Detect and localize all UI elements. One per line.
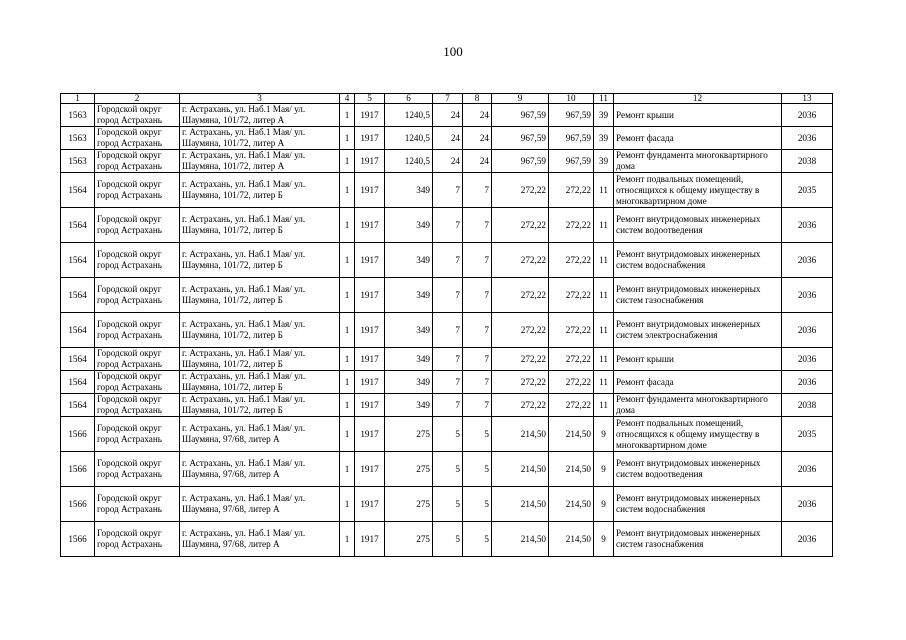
table-row — [61, 452, 833, 487]
municipality-cell: Городской округ город Астрахань — [95, 173, 180, 208]
page-number: 100 — [443, 44, 463, 59]
address-cell: г. Астрахань, ул. Наб.1 Мая/ ул. Шаумяна, 101/72, литер Б — [180, 394, 340, 417]
year-cell: 1917 — [355, 394, 385, 417]
column-9-cell: 214,50 — [492, 522, 549, 557]
column-number: 2 — [95, 94, 180, 104]
column-11-cell: 9 — [594, 487, 614, 522]
column-10-cell: 272,22 — [549, 173, 594, 208]
area-cell: 349 — [385, 394, 433, 417]
column-8-cell: 24 — [463, 104, 492, 127]
year-cell: 1917 — [355, 278, 385, 313]
table-row — [61, 208, 833, 243]
column-4-cell: 1 — [340, 127, 355, 150]
area-cell: 349 — [385, 243, 433, 278]
address-cell: г. Астрахань, ул. Наб.1 Мая/ ул. Шаумяна, 101/72, литер А — [180, 150, 340, 173]
municipality-cell: Городской округ город Астрахань — [95, 104, 180, 127]
year-cell: 1917 — [355, 417, 385, 452]
column-11-cell: 39 — [594, 150, 614, 173]
row-number-cell: 1564 — [61, 173, 95, 208]
column-7-cell: 7 — [433, 348, 463, 371]
municipality-cell: Городской округ город Астрахань — [95, 394, 180, 417]
column-7-cell: 7 — [433, 208, 463, 243]
column-10-cell: 272,22 — [549, 348, 594, 371]
column-number: 6 — [385, 94, 433, 104]
column-9-cell: 214,50 — [492, 452, 549, 487]
row-number-cell: 1564 — [61, 243, 95, 278]
column-10-cell: 967,59 — [549, 104, 594, 127]
work-type-cell: Ремонт внутридомовых инженерных систем водоснабжения — [614, 487, 782, 522]
column-4-cell: 1 — [340, 313, 355, 348]
work-type-cell: Ремонт крыши — [614, 348, 782, 371]
table-row — [61, 243, 833, 278]
year-cell: 1917 — [355, 348, 385, 371]
column-number: 11 — [594, 94, 614, 104]
work-type-cell: Ремонт крыши — [614, 104, 782, 127]
deadline-year-cell: 2036 — [782, 522, 833, 557]
column-11-cell: 11 — [594, 348, 614, 371]
column-4-cell: 1 — [340, 208, 355, 243]
table-row — [61, 348, 833, 371]
column-7-cell: 7 — [433, 371, 463, 394]
row-number-cell: 1563 — [61, 104, 95, 127]
column-9-cell: 272,22 — [492, 394, 549, 417]
column-4-cell: 1 — [340, 452, 355, 487]
deadline-year-cell: 2036 — [782, 208, 833, 243]
address-cell: г. Астрахань, ул. Наб.1 Мая/ ул. Шаумяна, 97/68, литер А — [180, 452, 340, 487]
work-type-cell: Ремонт внутридомовых инженерных систем электроснабжения — [614, 313, 782, 348]
column-4-cell: 1 — [340, 150, 355, 173]
column-7-cell: 7 — [433, 278, 463, 313]
municipality-cell: Городской округ город Астрахань — [95, 278, 180, 313]
column-4-cell: 1 — [340, 522, 355, 557]
column-4-cell: 1 — [340, 348, 355, 371]
table-row — [61, 522, 833, 557]
column-7-cell: 7 — [433, 313, 463, 348]
work-type-cell: Ремонт внутридомовых инженерных систем газоснабжения — [614, 278, 782, 313]
column-9-cell: 272,22 — [492, 313, 549, 348]
municipality-cell: Городской округ город Астрахань — [95, 348, 180, 371]
area-cell: 349 — [385, 313, 433, 348]
column-7-cell: 5 — [433, 452, 463, 487]
column-9-cell: 272,22 — [492, 243, 549, 278]
column-4-cell: 1 — [340, 243, 355, 278]
column-8-cell: 7 — [463, 173, 492, 208]
area-cell: 1240,5 — [385, 127, 433, 150]
address-cell: г. Астрахань, ул. Наб.1 Мая/ ул. Шаумяна, 101/72, литер Б — [180, 348, 340, 371]
work-type-cell: Ремонт подвальных помещений, относящихся к общему имуществу в многоквартирном доме — [614, 173, 782, 208]
column-number: 1 — [61, 94, 95, 104]
column-7-cell: 5 — [433, 522, 463, 557]
column-11-cell: 11 — [594, 208, 614, 243]
deadline-year-cell: 2036 — [782, 371, 833, 394]
address-cell: г. Астрахань, ул. Наб.1 Мая/ ул. Шаумяна, 97/68, литер А — [180, 487, 340, 522]
area-cell: 275 — [385, 452, 433, 487]
column-8-cell: 7 — [463, 394, 492, 417]
column-4-cell: 1 — [340, 394, 355, 417]
column-9-cell: 967,59 — [492, 150, 549, 173]
deadline-year-cell: 2038 — [782, 150, 833, 173]
area-cell: 275 — [385, 417, 433, 452]
row-number-cell: 1564 — [61, 313, 95, 348]
row-number-cell: 1564 — [61, 278, 95, 313]
column-number: 10 — [549, 94, 594, 104]
column-number: 5 — [355, 94, 385, 104]
column-10-cell: 272,22 — [549, 278, 594, 313]
area-cell: 349 — [385, 348, 433, 371]
column-7-cell: 5 — [433, 417, 463, 452]
column-8-cell: 24 — [463, 150, 492, 173]
column-11-cell: 11 — [594, 313, 614, 348]
area-cell: 349 — [385, 278, 433, 313]
column-number: 13 — [782, 94, 833, 104]
column-11-cell: 9 — [594, 452, 614, 487]
column-4-cell: 1 — [340, 487, 355, 522]
address-cell: г. Астрахань, ул. Наб.1 Мая/ ул. Шаумяна, 97/68, литер А — [180, 417, 340, 452]
column-10-cell: 272,22 — [549, 243, 594, 278]
column-10-cell: 214,50 — [549, 487, 594, 522]
column-11-cell: 11 — [594, 278, 614, 313]
row-number-cell: 1564 — [61, 348, 95, 371]
column-10-cell: 272,22 — [549, 313, 594, 348]
address-cell: г. Астрахань, ул. Наб.1 Мая/ ул. Шаумяна, 101/72, литер А — [180, 104, 340, 127]
column-8-cell: 5 — [463, 487, 492, 522]
column-11-cell: 11 — [594, 243, 614, 278]
table-row — [61, 127, 833, 150]
column-7-cell: 7 — [433, 173, 463, 208]
row-number-cell: 1566 — [61, 522, 95, 557]
column-number: 9 — [492, 94, 549, 104]
area-cell: 275 — [385, 487, 433, 522]
municipality-cell: Городской округ город Астрахань — [95, 243, 180, 278]
work-type-cell: Ремонт фундамента многоквартирного дома — [614, 394, 782, 417]
address-cell: г. Астрахань, ул. Наб.1 Мая/ ул. Шаумяна, 97/68, литер А — [180, 522, 340, 557]
work-type-cell: Ремонт фасада — [614, 371, 782, 394]
column-7-cell: 24 — [433, 104, 463, 127]
column-10-cell: 214,50 — [549, 522, 594, 557]
year-cell: 1917 — [355, 487, 385, 522]
column-8-cell: 5 — [463, 452, 492, 487]
deadline-year-cell: 2036 — [782, 104, 833, 127]
table-row — [61, 150, 833, 173]
column-4-cell: 1 — [340, 371, 355, 394]
year-cell: 1917 — [355, 243, 385, 278]
column-9-cell: 272,22 — [492, 348, 549, 371]
year-cell: 1917 — [355, 452, 385, 487]
column-11-cell: 11 — [594, 394, 614, 417]
column-4-cell: 1 — [340, 417, 355, 452]
column-10-cell: 214,50 — [549, 452, 594, 487]
row-number-cell: 1566 — [61, 452, 95, 487]
work-type-cell: Ремонт внутридомовых инженерных систем водоотведения — [614, 452, 782, 487]
table-row — [61, 313, 833, 348]
column-number-row — [61, 94, 833, 104]
deadline-year-cell: 2036 — [782, 313, 833, 348]
column-11-cell: 9 — [594, 417, 614, 452]
year-cell: 1917 — [355, 150, 385, 173]
column-8-cell: 7 — [463, 208, 492, 243]
address-cell: г. Астрахань, ул. Наб.1 Мая/ ул. Шаумяна, 101/72, литер Б — [180, 313, 340, 348]
address-cell: г. Астрахань, ул. Наб.1 Мая/ ул. Шаумяна, 101/72, литер Б — [180, 208, 340, 243]
deadline-year-cell: 2036 — [782, 243, 833, 278]
municipality-cell: Городской округ город Астрахань — [95, 522, 180, 557]
municipality-cell: Городской округ город Астрахань — [95, 208, 180, 243]
column-9-cell: 214,50 — [492, 487, 549, 522]
work-type-cell: Ремонт внутридомовых инженерных систем водоотведения — [614, 208, 782, 243]
column-11-cell: 9 — [594, 522, 614, 557]
address-cell: г. Астрахань, ул. Наб.1 Мая/ ул. Шаумяна, 101/72, литер Б — [180, 243, 340, 278]
year-cell: 1917 — [355, 313, 385, 348]
column-10-cell: 967,59 — [549, 127, 594, 150]
column-11-cell: 39 — [594, 127, 614, 150]
area-cell: 349 — [385, 208, 433, 243]
deadline-year-cell: 2036 — [782, 348, 833, 371]
year-cell: 1917 — [355, 371, 385, 394]
year-cell: 1917 — [355, 208, 385, 243]
address-cell: г. Астрахань, ул. Наб.1 Мая/ ул. Шаумяна, 101/72, литер А — [180, 127, 340, 150]
table-row — [61, 173, 833, 208]
column-8-cell: 7 — [463, 278, 492, 313]
table-row — [61, 394, 833, 417]
column-10-cell: 967,59 — [549, 150, 594, 173]
column-4-cell: 1 — [340, 104, 355, 127]
area-cell: 349 — [385, 173, 433, 208]
deadline-year-cell: 2036 — [782, 127, 833, 150]
area-cell: 1240,5 — [385, 150, 433, 173]
column-8-cell: 5 — [463, 417, 492, 452]
column-7-cell: 7 — [433, 394, 463, 417]
row-number-cell: 1564 — [61, 208, 95, 243]
table-row — [61, 104, 833, 127]
row-number-cell: 1564 — [61, 394, 95, 417]
row-number-cell: 1564 — [61, 371, 95, 394]
column-number: 3 — [180, 94, 340, 104]
municipality-cell: Городской округ город Астрахань — [95, 127, 180, 150]
column-number: 4 — [340, 94, 355, 104]
column-9-cell: 967,59 — [492, 127, 549, 150]
area-cell: 1240,5 — [385, 104, 433, 127]
column-4-cell: 1 — [340, 278, 355, 313]
table-row — [61, 417, 833, 452]
address-cell: г. Астрахань, ул. Наб.1 Мая/ ул. Шаумяна, 101/72, литер Б — [180, 278, 340, 313]
column-8-cell: 7 — [463, 243, 492, 278]
table-row — [61, 278, 833, 313]
row-number-cell: 1563 — [61, 150, 95, 173]
municipality-cell: Городской округ город Астрахань — [95, 313, 180, 348]
municipality-cell: Городской округ город Астрахань — [95, 452, 180, 487]
deadline-year-cell: 2038 — [782, 394, 833, 417]
year-cell: 1917 — [355, 173, 385, 208]
year-cell: 1917 — [355, 522, 385, 557]
row-number-cell: 1563 — [61, 127, 95, 150]
municipality-cell: Городской округ город Астрахань — [95, 371, 180, 394]
address-cell: г. Астрахань, ул. Наб.1 Мая/ ул. Шаумяна, 101/72, литер Б — [180, 371, 340, 394]
row-number-cell: 1566 — [61, 417, 95, 452]
deadline-year-cell: 2036 — [782, 487, 833, 522]
column-number: 7 — [433, 94, 463, 104]
row-number-cell: 1566 — [61, 487, 95, 522]
year-cell: 1917 — [355, 127, 385, 150]
column-4-cell: 1 — [340, 173, 355, 208]
table-row — [61, 487, 833, 522]
column-8-cell: 24 — [463, 127, 492, 150]
column-number: 8 — [463, 94, 492, 104]
work-type-cell: Ремонт подвальных помещений, относящихся к общему имуществу в многоквартирном доме — [614, 417, 782, 452]
column-10-cell: 214,50 — [549, 417, 594, 452]
column-10-cell: 272,22 — [549, 394, 594, 417]
column-7-cell: 5 — [433, 487, 463, 522]
deadline-year-cell: 2035 — [782, 417, 833, 452]
column-11-cell: 11 — [594, 173, 614, 208]
column-10-cell: 272,22 — [549, 371, 594, 394]
column-9-cell: 967,59 — [492, 104, 549, 127]
column-11-cell: 11 — [594, 371, 614, 394]
municipality-cell: Городской округ город Астрахань — [95, 487, 180, 522]
deadline-year-cell: 2035 — [782, 173, 833, 208]
column-9-cell: 272,22 — [492, 371, 549, 394]
table-row — [61, 371, 833, 394]
work-type-cell: Ремонт фасада — [614, 127, 782, 150]
column-10-cell: 272,22 — [549, 208, 594, 243]
column-9-cell: 272,22 — [492, 173, 549, 208]
column-9-cell: 272,22 — [492, 208, 549, 243]
deadline-year-cell: 2036 — [782, 278, 833, 313]
address-cell: г. Астрахань, ул. Наб.1 Мая/ ул. Шаумяна, 101/72, литер Б — [180, 173, 340, 208]
deadline-year-cell: 2036 — [782, 452, 833, 487]
column-8-cell: 5 — [463, 522, 492, 557]
column-number: 12 — [614, 94, 782, 104]
work-type-cell: Ремонт внутридомовых инженерных систем водоснабжения — [614, 243, 782, 278]
column-7-cell: 24 — [433, 127, 463, 150]
work-type-cell: Ремонт внутридомовых инженерных систем газоснабжения — [614, 522, 782, 557]
column-7-cell: 24 — [433, 150, 463, 173]
work-type-cell: Ремонт фундамента многоквартирного дома — [614, 150, 782, 173]
year-cell: 1917 — [355, 104, 385, 127]
area-cell: 349 — [385, 371, 433, 394]
repair-schedule-table — [60, 93, 833, 557]
column-9-cell: 214,50 — [492, 417, 549, 452]
column-8-cell: 7 — [463, 371, 492, 394]
municipality-cell: Городской округ город Астрахань — [95, 150, 180, 173]
column-11-cell: 39 — [594, 104, 614, 127]
area-cell: 275 — [385, 522, 433, 557]
column-7-cell: 7 — [433, 243, 463, 278]
column-8-cell: 7 — [463, 348, 492, 371]
column-9-cell: 272,22 — [492, 278, 549, 313]
column-8-cell: 7 — [463, 313, 492, 348]
municipality-cell: Городской округ город Астрахань — [95, 417, 180, 452]
